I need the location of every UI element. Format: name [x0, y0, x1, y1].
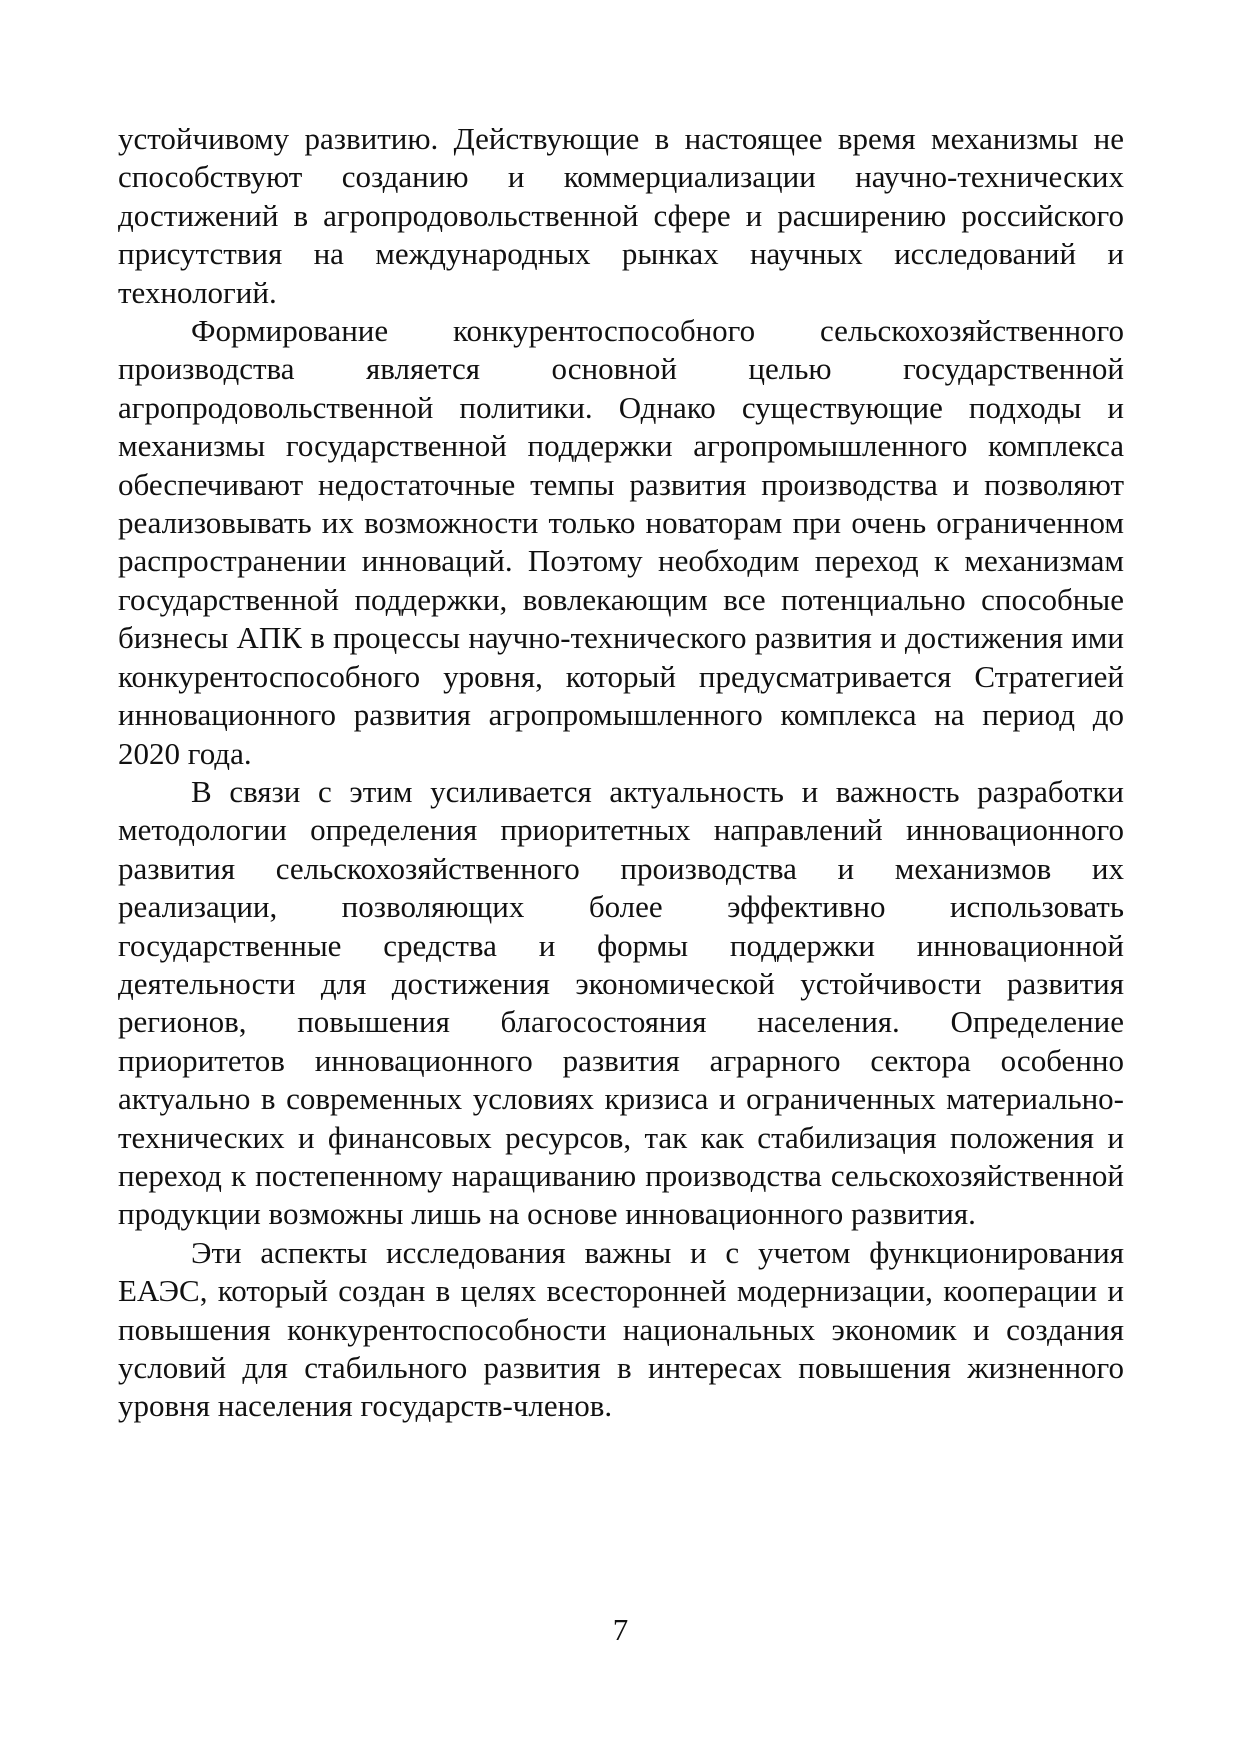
paragraph-continuation: устойчивому развитию. Действующие в настоящее время механизмы не способствуют созданию и коммерциализации научно-технических достижений в агропродовольственной сфере и расширению российского присутствия на международных рынках научных исследований и технологий.: [118, 121, 1124, 310]
paragraph-eaeu: Эти аспекты исследования важны и с учетом функционирования ЕАЭС, который создан в целях всесторонней модернизации, кооперации и повышения конкурентоспособности национальных экономик и создания условий для стабильного развития в интересах повышения жизненного уровня населения государств-членов.: [118, 1234, 1124, 1424]
paragraph-competitive-production: Формирование конкурентоспособного сельскохозяйственного производства является основной целью государственной агропродовольственной политики. Однако существующие подходы и механизмы государственной поддержки агропромышленного комплекса обеспечивают недостаточные темпы развития производства и позволяют реализовывать их возможности только новаторам при очень ограниченном распространении инноваций. Поэтому необходим переход к механизмам государственной поддержки, вовлекающим все потенциально способные бизнесы АПК в процессы научно-технического развития и достижения ими конкурентоспособного уровня, который предусматривается Стратегией инновационного развития агропромышленного комплекса на период до 2020 года.: [118, 313, 1124, 771]
paragraph-methodology: В связи с этим усиливается актуальность и важность разработки методологии определения приоритетных направлений инновационного развития сельскохозяйственного производства и механизмов их реализации, позволяющих более эффективно использовать государственные средства и формы поддержки инновационной деятельности для достижения экономической устойчивости развития регионов, повышения благосостояния населения. Определение приоритетов инновационного развития аграрного сектора особенно актуально в современных условиях кризиса и ограниченных материально-технических и финансовых ресурсов, так как стабилизация положения и переход к постепенному наращиванию производства сельскохозяйственной продукции возможны лишь на основе инновационного развития.: [118, 773, 1124, 1232]
page-number: 7: [612, 1612, 629, 1647]
body-text: [118, 120, 1124, 1426]
